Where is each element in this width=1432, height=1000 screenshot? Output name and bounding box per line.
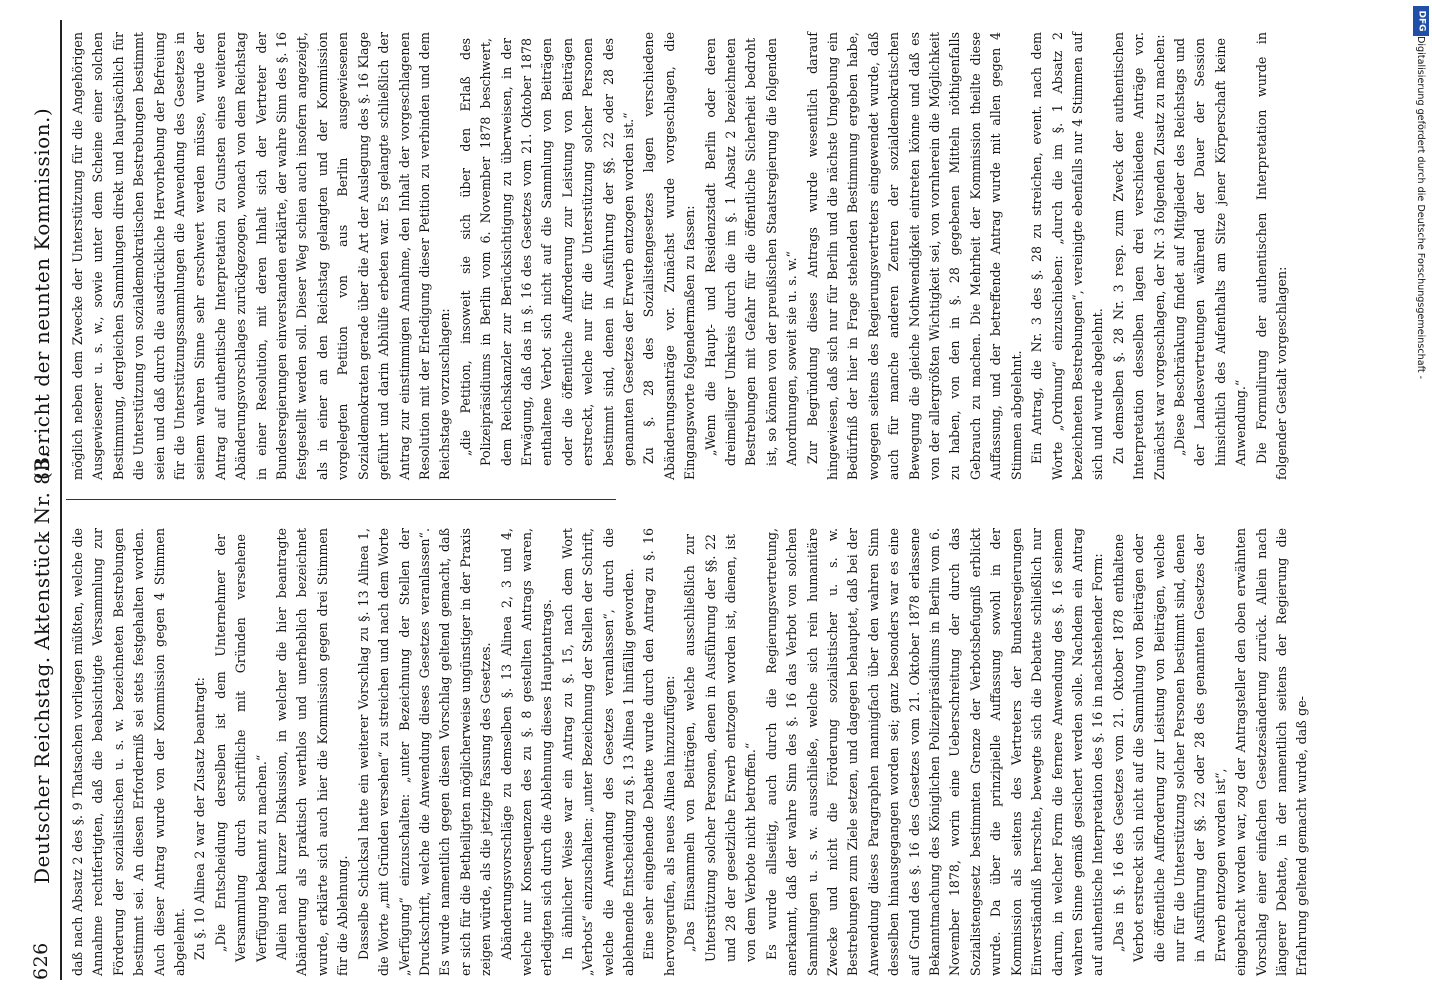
right-column	[68, 32, 1308, 480]
publication-title: Deutscher Reichstag.	[30, 656, 54, 884]
paragraph: Eine sehr eingehende Debatte wurde durch den Antrag zu §. 16 hervorgerufen, als neues Alinea hinzuzufügen:	[641, 528, 677, 976]
quoted-text: „Das in §. 16 des Gesetzes vom 21. Oktober 1878 enthaltene Verbot erstreckt sich nicht auf die Sammlung von Beiträgen oder die öffentliche Aufforderung zur Leistung von Beiträgen, welche nur für die Unterstützung solcher Personen bestimmt sind, denen in Ausführung der §§. 22 oder 28 des genannten Gesetzes der Erwerb entzogen worden ist“,	[1110, 534, 1228, 962]
credit-text: Digitalisierung gefördert durch die Deutsche Forschungsgemeinschaft -	[1415, 36, 1426, 380]
paragraph: Allein nach kurzer Diskussion, in welcher die hier beantragte Abänderung als praktisch werthlos und unerheblich bezeichnet wurde, erklärte sich auch hier die Kommission gegen drei Stimmen für die Ablehnung.	[274, 528, 351, 976]
paragraph: Es wurde allseitig, auch durch die Regierungsvertretung, anerkannt, daß der wahre Sinn des §. 16 das Verbot von solchen Sammlungen u. s. w. ausschließe, welche sich rein humanitäre Zwecke und nicht die Förderung sozialistischer u. s. w. Bestrebungen zum Ziele setzen, und dagegen behauptet, daß bei der Anwendung dieses Paragraphen mannigfach über den wahren Sinn desselben hinausgegangen worden sei; ganz besonders war es eine auf Grund des §. 16 des Gesetzes vom 21. Oktober 1878 erlassene Bekanntmachung des Königlichen Polizeipräsidiums in Berlin vom 6. November 1878, worin eine Ueberschreitung der durch das Sozialistengesetz bestimmten Grenze der Verbotsbefugniß erblickt wurde. Da über die prinzipielle Auffassung sowohl in der Kommission als seitens des Vertreters der Bundesregierungen Einverständniß herrschte, bewegte sich die Debatte schließlich nur darum, in welcher Form die fernere Anwendung des §. 16 seinem wahren Sinne gemäß gesichert werden solle. Nachdem ein Antrag auf authentische Interpretation des §. 16 in nachstehender Form:	[763, 528, 1106, 976]
dfg-logo: DFG	[1413, 6, 1429, 36]
paragraph: daß nach Absatz 2 des §. 9 Thatsachen vorliegen müßten, welche die Annahme rechtfertigten, daß die beabsichtigte Versammlung zur Förderung der sozialistischen u. s. w. bezeichneten Bestrebungen bestimmt sei. An diesen Erforderniß sei stets festgehalten worden. Auch dieser Antrag wurde von der Kommission gegen 4 Stimmen abgelehnt.	[70, 528, 188, 976]
quoted-text: „Wenn die Haupt- und Residenzstadt Berlin oder deren dreimeiliger Umkreis durch die im §. 1 Absatz 2 bezeichneten Bestrebungen mit Gefahr für die öffentliche Sicherheit bedroht ist, so können von der preußischen Staatsregierung die folgenden Anordnungen, soweit sie u. s. w.“	[702, 38, 800, 466]
column-divider	[66, 499, 616, 500]
paragraph: Die Formulirung der authentischen Interpretation wurde in folgender Gestalt vorgeschlagen:	[1253, 32, 1289, 480]
quoted-text: „Das Einsammeln von Beiträgen, welche ausschließlich zur Unterstützung solcher Personen, denen in Ausführung der §§. 22 und 28 der gesetzliche Erwerb entzogen worden ist, dienen, ist von dem Verbote nicht betroffen.“	[682, 534, 759, 962]
page-number: 626	[30, 942, 52, 980]
paragraph: Ein Antrag, die Nr. 3 des §. 28 zu streichen, event. nach dem Worte „Ordnung“ einzuschieben: „durch die im §. 1 Absatz 2 bezeichneten Bestrebungen“, vereinigte ebenfalls nur 4 Stimmen auf sich und wurde abgelehnt.	[1029, 32, 1106, 480]
page-header	[22, 20, 62, 980]
digitization-credit	[1395, 0, 1429, 1000]
paragraph: Zu §. 10 Alinea 2 war der Zusatz beantragt:	[192, 677, 208, 960]
paragraph: Dasselbe Schicksal hatte ein weiterer Vorschlag zu §. 13 Alinea 1, die Worte „mit Gründen versehen“ zu streichen und nach dem Worte „Verfügung“ einzuschalten: „unter Bezeichnung der Stellen der Druckschrift, welche die Anwendung dieses Gesetzes veranlassen“. Es wurde namentlich gegen diesen Vorschlag geltend gemacht, daß er sich für die Betheiligten möglicherweise ungünstiger in der Praxis zeigen würde, als die jetzige Fassung des Gesetzes.	[355, 528, 494, 976]
paragraph: eingebracht worden war, zog der Antragsteller den oben erwähnten Vorschlag einer einfachen Gesetzesänderung zurück. Allein nach längerer Debatte, in der namentlich seitens der Regierung die Erfahrung geltend gemacht wurde, daß ge-	[1233, 528, 1310, 976]
paragraph: Zur Begründung dieses Antrags wurde wesentlich darauf hingewiesen, daß sich nur für Berlin und die nächste Umgebung ein Bedürfniß der hier in Frage stehenden Bestimmung ergeben habe, wogegen seitens des Regierungsvertreters eingewendet wurde, daß auch für manche anderen Zentren der sozialdemokratischen Bewegung die gleiche Nothwendigkeit eintreten könne und daß es von der allergrößten Wichtigkeit sei, von vornherein die Möglichkeit zu haben, von den in §. 28 gegebenen Mitteln nöthigenfalls Gebrauch zu machen. Die Mehrheit der Kommission theilte diese Auffassung, und der betreffende Antrag wurde mit allen gegen 4 Stimmen abgelehnt.	[804, 32, 1024, 480]
quoted-text: „Die Entscheidung derselben ist dem Unternehmer der Versammlung durch schriftliche mit Gründen versehene Verfügung bekannt zu machen.“	[212, 534, 269, 962]
paragraph: Abänderungsvorschläge zu demselben §. 13 Alinea 2, 3 und 4, welche nur Konsequenzen des zu §. 8 gestellten Antrags waren, erledigten sich durch die Ablehnung dieses Hauptantrags.	[498, 528, 555, 976]
document-number: Aktenstück Nr. 83.	[30, 451, 54, 650]
report-title: (Bericht der neunten Kommission.)	[30, 107, 54, 480]
left-column	[68, 528, 1308, 976]
quoted-text: „die Petition, insoweit sie sich über den Erlaß des Polizeipräsidiums in Berlin vom 6. November 1878 beschwert, dem Reichskanzler zur Berücksichtigung zu überweisen, in der Erwägung, daß das in §. 16 des Gesetzes vom 21. Oktober 1878 enthaltene Verbot sich nicht auf die Sammlung von Beiträgen oder die öffentliche Aufforderung zur Leistung von Beiträgen erstreckt, welche nur für die Unterstützung solcher Personen bestimmt sind, denen in Ausführung der §§. 22 oder 28 des genannten Gesetzes der Erwerb entzogen worden ist.“	[457, 38, 636, 466]
paragraph: Zu §. 28 des Sozialistengesetzes lagen verschiedene Abänderungsanträge vor. Zunächst wurde vorgeschlagen, die Eingangsworte folgendermaßen zu fassen:	[641, 32, 698, 480]
paragraph: Zu demselben §. 28 Nr. 3 resp. zum Zweck der authentischen Interpretation desselben lagen drei verschiedene Anträge vor. Zunächst war vorgeschlagen, der Nr. 3 folgenden Zusatz zu machen:	[1110, 32, 1167, 480]
paragraph: In ähnlicher Weise war ein Antrag zu §. 15, nach dem Wort „Verbots“ einzuschalten: „unter Bezeichnung der Stellen der Schrift, welche die Anwendung des Gesetzes veranlassen“, durch die ablehnende Entscheidung zu §. 13 Alinea 1 hinfällig geworden.	[559, 528, 636, 976]
header-rule	[60, 20, 62, 980]
quoted-text: „Diese Beschränkung findet auf Mitglieder des Reichstags und der Landesvertretungen während der Dauer der Session hinsichtlich des Aufenthalts am Sitze jener Körperschaft keine Anwendung.“	[1171, 38, 1249, 466]
paragraph: möglich neben dem Zwecke der Unterstützung für die Angehörigen Ausgewiesener u. s. w., sowie unter dem Scheine einer solchen Bestimmung, dergleichen Sammlungen direkt und hauptsächlich für die Unterstützung von sozialdemokratischen Bestrebungen bestimmt seien und daß durch die ausdrückliche Hervorhebung der Befreiung für die Unterstützungssammlungen die Anwendung des Gesetzes in seinem wahren Sinne sehr erschwert werden müsse, wurde der Antrag auf authentische Interpretation zu Gunsten eines weiteren Abänderungsvorschlages zurückgezogen, wonach von dem Reichstag in einer Resolution, mit deren Inhalt sich der Vertreter der Bundesregierungen einverstanden erklärte, der wahre Sinn des §. 16 festgestellt werden soll. Dieser Weg schien auch insofern angezeigt, als in einer an den Reichstag gelangten und der Kommission vorgelegten Petition von aus Berlin ausgewiesenen Sozialdemokraten gerade über die Art der Auslegung des §. 16 Klage geführt und darin Abhülfe erbeten war. Es gelangte schließlich der Antrag zur einstimmigen Annahme, den Inhalt der vorgeschlagenen Resolution mit der Erledigung dieser Petition zu verbinden und dem Reichstage vorzuschlagen:	[70, 32, 453, 480]
